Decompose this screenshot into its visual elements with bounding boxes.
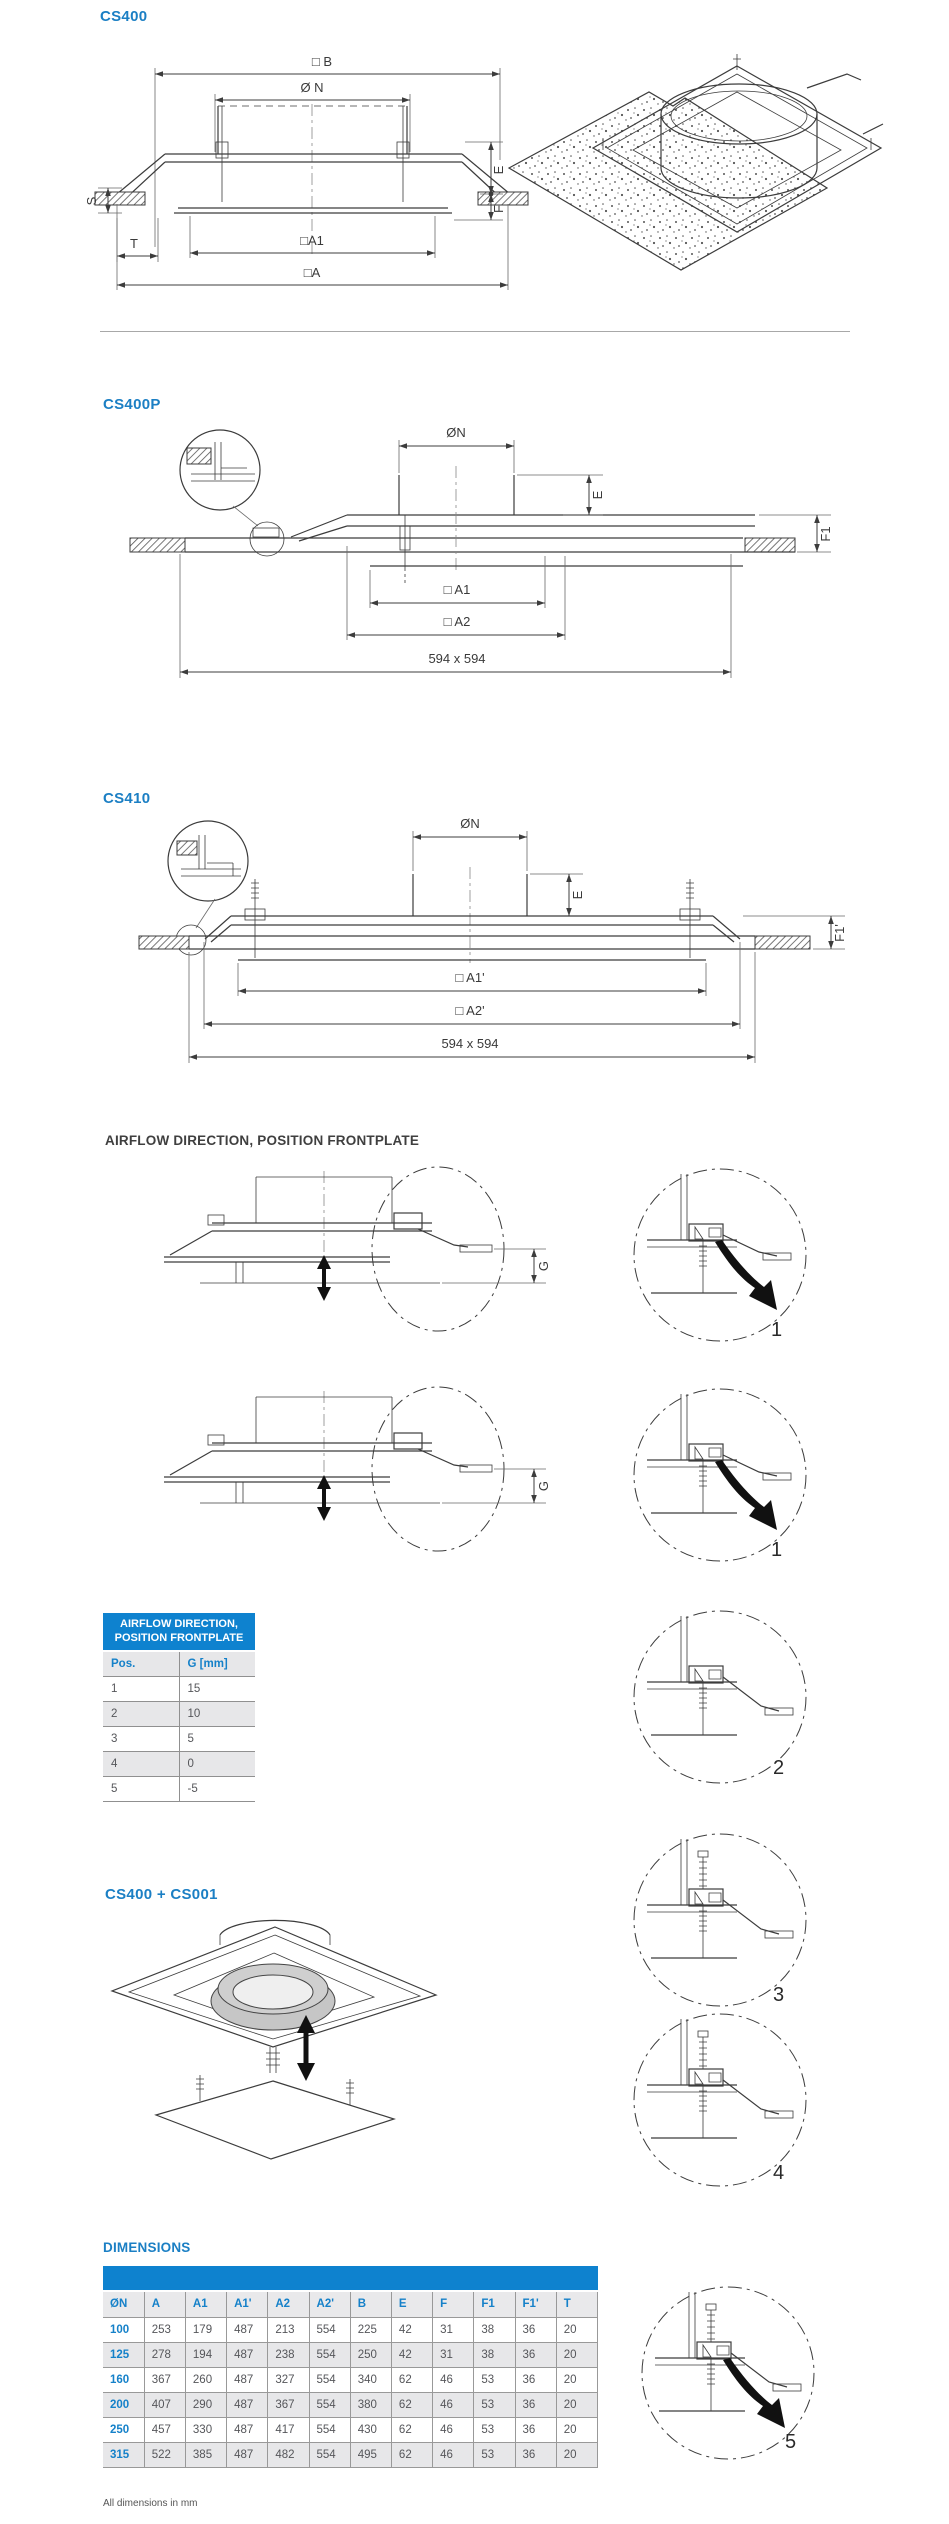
cell: 46 (433, 2417, 474, 2442)
cell: 407 (144, 2392, 185, 2417)
dim-label-n: ØN (460, 816, 480, 831)
dim-label-a1: □ A1' (455, 970, 485, 985)
table-row (103, 2417, 598, 2442)
dim-label-a1: □ A1 (443, 582, 471, 597)
dim-label-size: 594 x 594 (441, 1036, 499, 1051)
dim-label-g: G (536, 1480, 551, 1492)
position-number: 1 (771, 1319, 783, 1341)
detail-view-position-4 (625, 1985, 815, 2215)
cell: 340 (350, 2367, 391, 2392)
cell: 330 (185, 2417, 226, 2442)
cell: 36 (515, 2317, 556, 2342)
table-row (103, 2442, 598, 2467)
dim-label-t: T (130, 236, 138, 251)
position-number: 4 (773, 2162, 785, 2184)
cell: 36 (515, 2417, 556, 2442)
cell: 10 (179, 1702, 255, 1727)
cell: 42 (391, 2317, 432, 2342)
cs400-isometric-illustration (497, 26, 883, 274)
col-header: Pos. (103, 1652, 179, 1677)
section-title-cs400: CS400 (100, 8, 148, 25)
cell: 487 (227, 2317, 268, 2342)
col-header: G [mm] (179, 1652, 255, 1677)
col-header: F1 (474, 2292, 515, 2317)
col-header: A2 (268, 2292, 309, 2317)
detail-view-position-1 (625, 1140, 815, 1370)
cell: 46 (433, 2392, 474, 2417)
cell: 457 (144, 2417, 185, 2442)
cell: 417 (268, 2417, 309, 2442)
cs400-cross-section-drawing (70, 42, 530, 302)
cs400-cs001-isometric-illustration (100, 1905, 450, 2177)
cell: 53 (474, 2442, 515, 2467)
cell: 31 (433, 2317, 474, 2342)
detail-view-position-5 (633, 2258, 823, 2488)
dim-label-s: S (84, 196, 99, 206)
cell: 278 (144, 2342, 185, 2367)
cell: 487 (227, 2392, 268, 2417)
cell: 487 (227, 2417, 268, 2442)
cell: 327 (268, 2367, 309, 2392)
cs400p-cross-section-drawing (95, 418, 855, 693)
cell: 522 (144, 2442, 185, 2467)
cell: 554 (309, 2317, 350, 2342)
dim-label-a2: □ A2' (455, 1003, 485, 1018)
cell: 20 (556, 2367, 597, 2392)
cell: 290 (185, 2392, 226, 2417)
table-row (103, 2317, 598, 2342)
col-header: A1' (227, 2292, 268, 2317)
col-header: B (350, 2292, 391, 2317)
table-header-row (103, 1652, 255, 1677)
dim-label-f1: F1' (832, 924, 847, 942)
cell: 495 (350, 2442, 391, 2467)
dim-label-a2: □ A2 (443, 614, 471, 629)
cell: 225 (350, 2317, 391, 2342)
footer-note: All dimensions in mm (103, 2498, 198, 2509)
section-divider (100, 331, 850, 332)
cell: 62 (391, 2367, 432, 2392)
airflow-diagram-2 (100, 1385, 660, 1615)
table-row (103, 1677, 255, 1702)
cell: 554 (309, 2342, 350, 2367)
cell: 487 (227, 2342, 268, 2367)
cell: 250 (103, 2417, 144, 2442)
cell: 62 (391, 2442, 432, 2467)
dim-label-n: Ø N (300, 80, 324, 95)
cell: 53 (474, 2417, 515, 2442)
cell: 2 (103, 1702, 179, 1727)
dim-label-e: E (590, 490, 605, 500)
cell: 487 (227, 2442, 268, 2467)
airflow-position-table (103, 1613, 255, 1802)
cell: 160 (103, 2367, 144, 2392)
position-number: 1 (771, 1539, 783, 1561)
cell: 5 (103, 1777, 179, 1802)
cell: 53 (474, 2367, 515, 2392)
position-number: 5 (785, 2431, 797, 2453)
dim-label-e: E (570, 890, 585, 900)
cell: 62 (391, 2392, 432, 2417)
cell: 482 (268, 2442, 309, 2467)
cell: 20 (556, 2317, 597, 2342)
cell: 36 (515, 2392, 556, 2417)
table-header-row (103, 2292, 598, 2317)
cell: 554 (309, 2367, 350, 2392)
cell: 125 (103, 2342, 144, 2367)
cell: 31 (433, 2342, 474, 2367)
col-header: ØN (103, 2292, 144, 2317)
cell: 46 (433, 2442, 474, 2467)
col-header: A2' (309, 2292, 350, 2317)
dim-label-size: 594 x 594 (428, 651, 486, 666)
dim-label-f1: F1 (818, 526, 833, 542)
cell: 430 (350, 2417, 391, 2442)
cell: 315 (103, 2442, 144, 2467)
table-row (103, 1752, 255, 1777)
cell: 380 (350, 2392, 391, 2417)
position-number: 2 (773, 1757, 785, 1779)
dim-label-a: □A (303, 265, 321, 280)
cell: 20 (556, 2342, 597, 2367)
cell: 3 (103, 1727, 179, 1752)
cs410-cross-section-drawing (95, 813, 855, 1075)
cell: 200 (103, 2392, 144, 2417)
cell: 15 (179, 1677, 255, 1702)
dimensions-section-heading: DIMENSIONS (103, 2240, 191, 2255)
cell: 20 (556, 2442, 597, 2467)
cell: 0 (179, 1752, 255, 1777)
table-row (103, 2392, 598, 2417)
detail-view-position-2 (625, 1582, 815, 1812)
cell: 53 (474, 2392, 515, 2417)
cell: 36 (515, 2442, 556, 2467)
table-row (103, 1702, 255, 1727)
cell: -5 (179, 1777, 255, 1802)
cell: 554 (309, 2392, 350, 2417)
airflow-table-title-line2: POSITION FRONTPLATE (114, 1632, 244, 1645)
dim-label-a1: □A1 (300, 233, 324, 248)
col-header: E (391, 2292, 432, 2317)
table-blue-band (103, 2266, 598, 2290)
dim-label-n: ØN (446, 425, 466, 440)
cell: 367 (268, 2392, 309, 2417)
cell: 38 (474, 2317, 515, 2342)
cell: 367 (144, 2367, 185, 2392)
cell: 62 (391, 2417, 432, 2442)
table-row (103, 1777, 255, 1802)
airflow-diagram-1 (100, 1165, 660, 1395)
position-number: 3 (773, 1984, 785, 2006)
airflow-table-title-line1: AIRFLOW DIRECTION, (120, 1618, 238, 1630)
cell: 385 (185, 2442, 226, 2467)
cell: 253 (144, 2317, 185, 2342)
cell: 487 (227, 2367, 268, 2392)
col-header: T (556, 2292, 597, 2317)
dim-label-f: F (491, 205, 506, 213)
airflow-section-heading: AIRFLOW DIRECTION, POSITION FRONTPLATE (105, 1133, 420, 1148)
cell: 20 (556, 2417, 597, 2442)
cell: 1 (103, 1677, 179, 1702)
cell: 250 (350, 2342, 391, 2367)
cell: 20 (556, 2392, 597, 2417)
cell: 179 (185, 2317, 226, 2342)
table-row (103, 2367, 598, 2392)
cell: 213 (268, 2317, 309, 2342)
section-title-cs400-cs001: CS400 + CS001 (105, 1886, 218, 1903)
cell: 36 (515, 2367, 556, 2392)
section-title-cs410: CS410 (103, 790, 151, 807)
cell: 554 (309, 2442, 350, 2467)
ceiling-detail-circle (168, 821, 248, 901)
col-header: A (144, 2292, 185, 2317)
cell: 260 (185, 2367, 226, 2392)
dim-label-e: E (491, 165, 506, 175)
ceiling-detail-circle (180, 430, 260, 510)
cell: 38 (474, 2342, 515, 2367)
cell: 5 (179, 1727, 255, 1752)
col-header: F (433, 2292, 474, 2317)
cell: 100 (103, 2317, 144, 2342)
section-title-cs400p: CS400P (103, 396, 161, 413)
col-header: F1' (515, 2292, 556, 2317)
detail-view-position-1b (625, 1360, 815, 1590)
table-row (103, 1727, 255, 1752)
airflow-table-header (103, 1613, 255, 1650)
dimensions-table (103, 2266, 598, 2468)
cell: 238 (268, 2342, 309, 2367)
dim-label-g: G (536, 1260, 551, 1272)
cell: 4 (103, 1752, 179, 1777)
dim-label-b: □ B (311, 54, 333, 69)
cell: 554 (309, 2417, 350, 2442)
cell: 46 (433, 2367, 474, 2392)
cell: 194 (185, 2342, 226, 2367)
col-header: A1 (185, 2292, 226, 2317)
cell: 36 (515, 2342, 556, 2367)
table-row (103, 2342, 598, 2367)
cell: 42 (391, 2342, 432, 2367)
